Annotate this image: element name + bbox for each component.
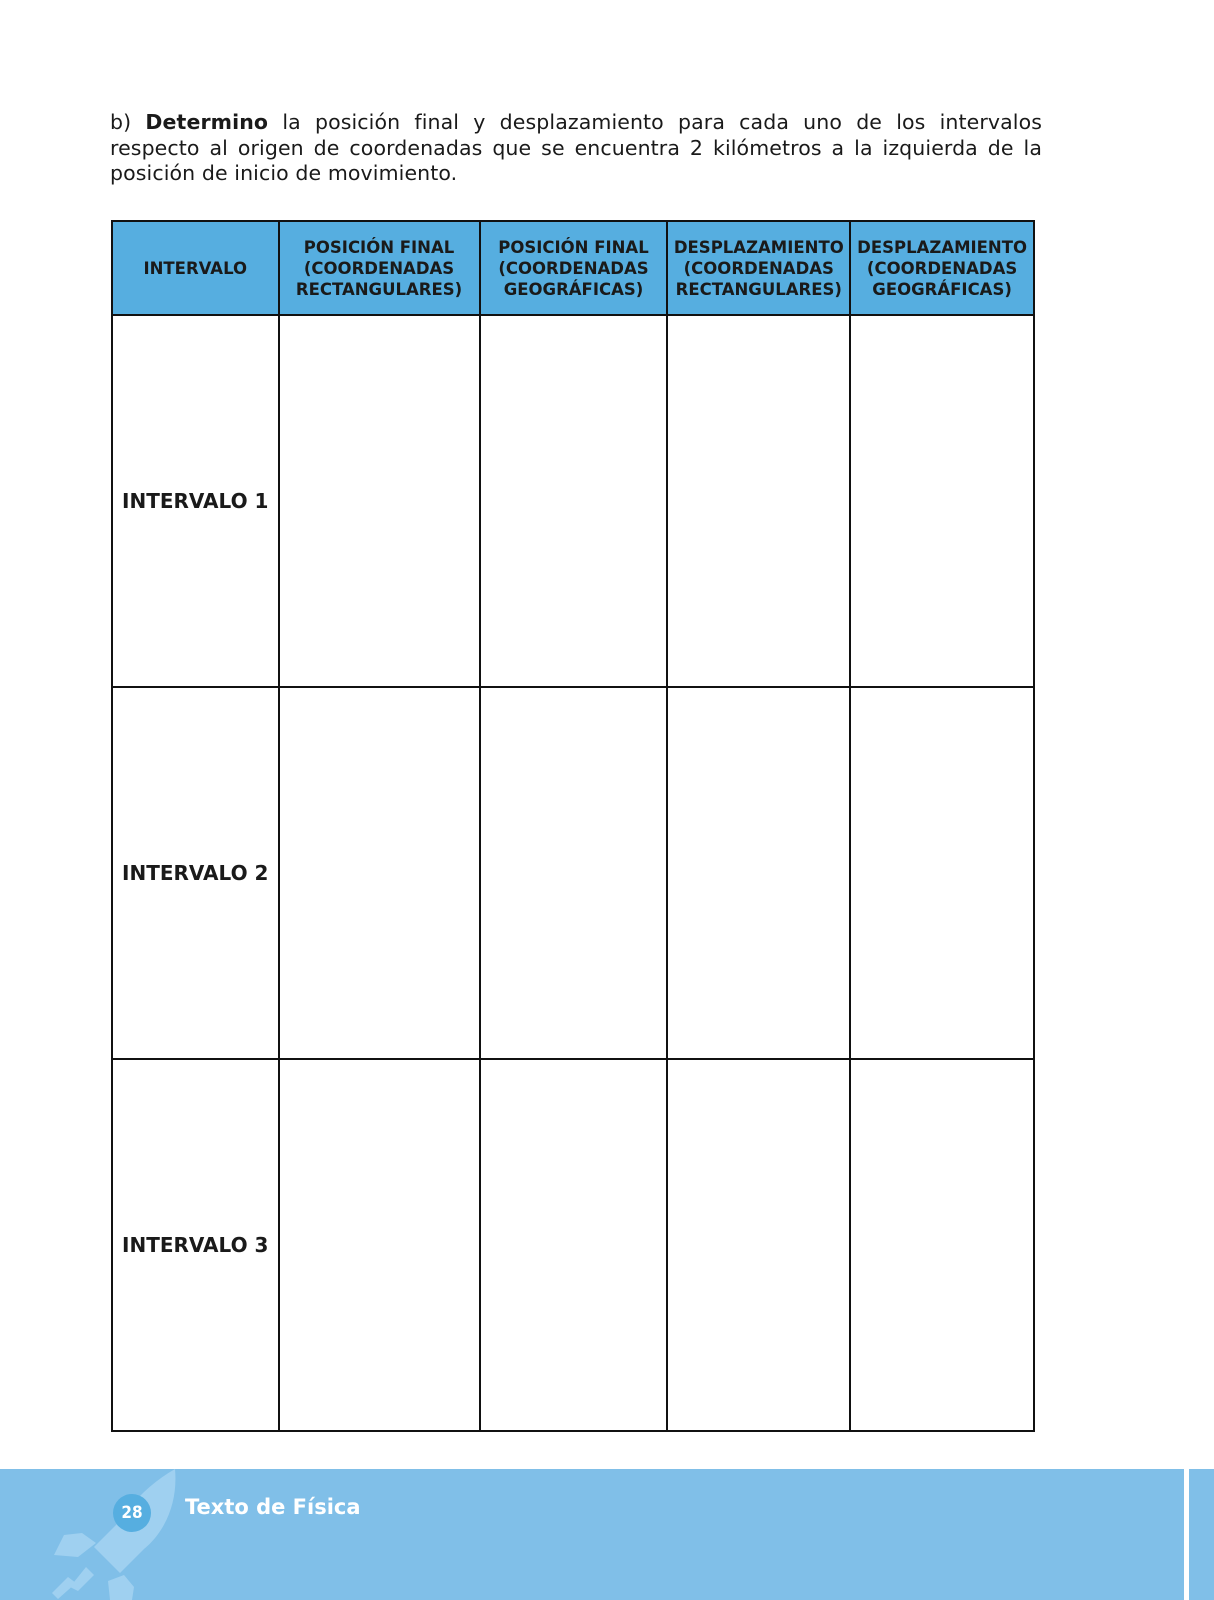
header-displacement-rectangular: DESPLAZAMIENTO (COORDENADAS RECTANGULARES): [667, 221, 850, 315]
answer-cell[interactable]: [480, 1059, 668, 1431]
page-footer: [0, 1469, 1184, 1600]
header-final-position-rectangular: POSICIÓN FINAL (COORDENADAS RECTANGULARES): [279, 221, 480, 315]
answer-cell[interactable]: [667, 1059, 850, 1431]
page-number-badge: 28: [113, 1494, 151, 1532]
answer-cell[interactable]: [279, 1059, 480, 1431]
row-label: INTERVALO 2: [112, 687, 279, 1059]
instruction-paragraph: [110, 110, 1042, 187]
row-label: INTERVALO 3: [112, 1059, 279, 1431]
answer-cell[interactable]: [850, 1059, 1034, 1431]
row-label: INTERVALO 1: [112, 315, 279, 687]
table-row: [112, 315, 1034, 687]
answer-cell[interactable]: [667, 687, 850, 1059]
rocket-icon: [50, 1469, 190, 1600]
item-label: b): [110, 110, 132, 134]
worksheet-table: [111, 220, 1035, 1432]
header-final-position-geographic: POSICIÓN FINAL (COORDENADAS GEOGRÁFICAS): [480, 221, 668, 315]
instruction-verb: Determino: [145, 110, 269, 134]
answer-cell[interactable]: [850, 315, 1034, 687]
table-header-row: [112, 221, 1034, 315]
header-displacement-geographic: DESPLAZAMIENTO (COORDENADAS GEOGRÁFICAS): [850, 221, 1034, 315]
table-row: [112, 1059, 1034, 1431]
answer-cell[interactable]: [279, 315, 480, 687]
header-interval: INTERVALO: [112, 221, 279, 315]
footer-edge-band: [1189, 1469, 1214, 1600]
table-row: [112, 687, 1034, 1059]
answer-cell[interactable]: [279, 687, 480, 1059]
answer-cell[interactable]: [667, 315, 850, 687]
answer-cell[interactable]: [480, 687, 668, 1059]
book-title: Texto de Física: [185, 1495, 361, 1519]
instruction-text: la posición final y desplazamiento para cada uno de los intervalos respecto al origen de coordenadas que se encuentra 2 kilómetros a la izquierda de la posición de inicio de movimiento.: [110, 110, 1043, 185]
answer-cell[interactable]: [480, 315, 668, 687]
answer-cell[interactable]: [850, 687, 1034, 1059]
